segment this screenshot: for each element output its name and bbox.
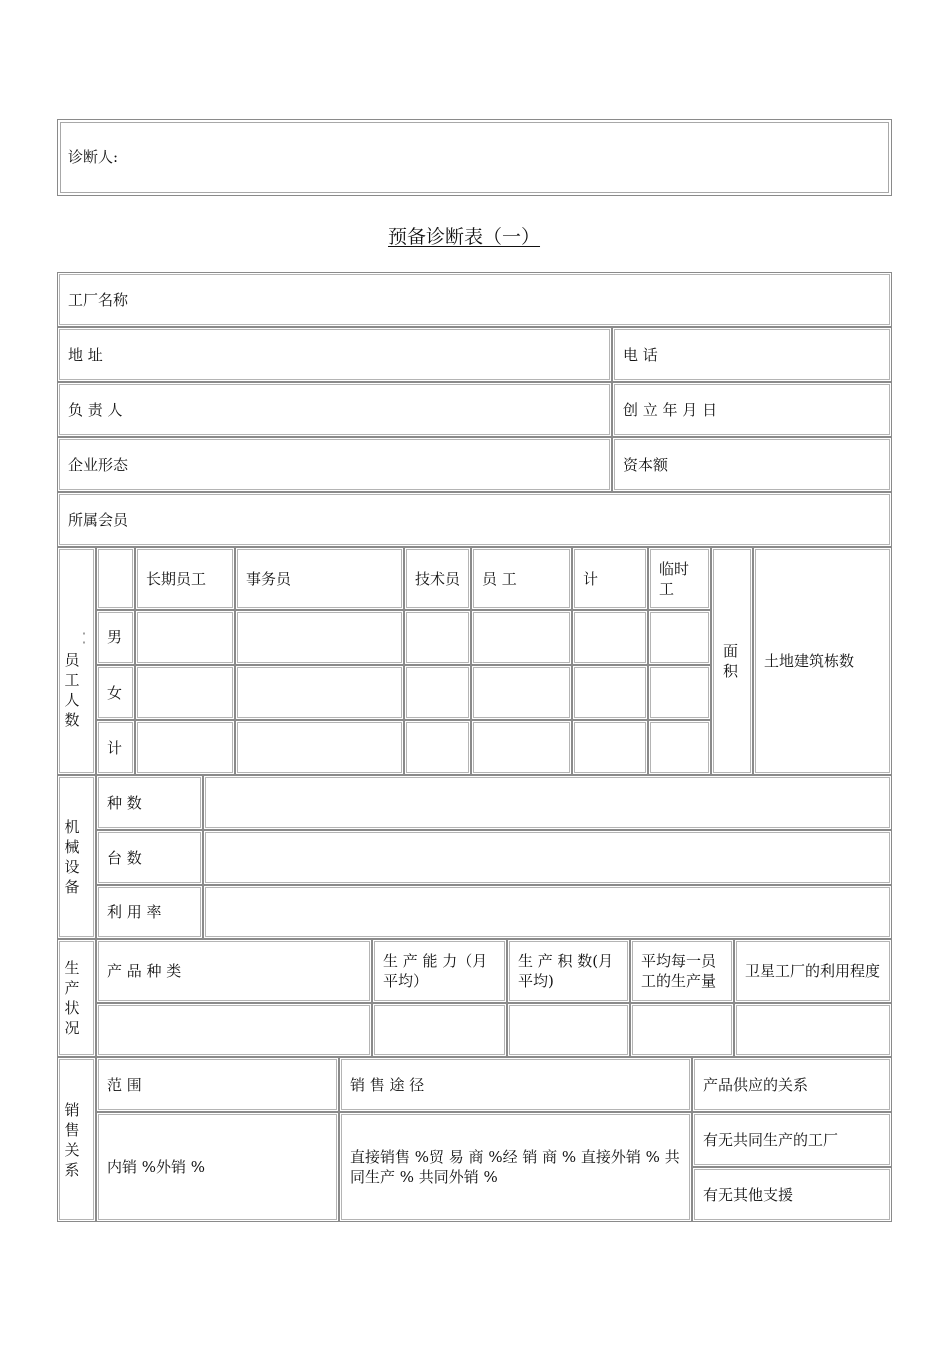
staff-male-clerk[interactable] — [235, 610, 404, 665]
production-per-employee-field[interactable] — [630, 1003, 734, 1057]
staff-header-technician: 技术员 — [404, 547, 471, 610]
machinery-section-label — [57, 775, 96, 939]
sales-char-2: 售 — [64, 1120, 80, 1139]
machinery-char-2: 械 — [64, 838, 80, 856]
staff-male-longterm[interactable] — [135, 610, 235, 665]
machinery-utilization-field[interactable] — [203, 885, 892, 939]
production-char-4: 况 — [64, 1019, 80, 1037]
area-label — [711, 547, 753, 775]
staff-female-temporary[interactable] — [648, 665, 711, 720]
staff-female-longterm[interactable] — [135, 665, 235, 720]
sales-supply-header: 产品供应的关系 — [692, 1057, 892, 1112]
form-title: 预备诊断表（一） — [388, 226, 541, 248]
enterprise-type-field[interactable]: 企业形态 — [57, 437, 612, 492]
production-header-capacity: 生 产 能 力（月平均） — [372, 939, 507, 1003]
staff-corner-cell — [96, 547, 135, 610]
machinery-char-3: 设 — [64, 858, 80, 876]
production-char-2: 产 — [64, 979, 80, 997]
machinery-kinds-label: 种 数 — [96, 775, 203, 830]
production-header-satellite: 卫星工厂的利用程度 — [734, 939, 892, 1003]
production-product-types-field[interactable] — [96, 1003, 372, 1057]
staff-row-label-male: 男 — [96, 610, 135, 665]
production-capacity-field[interactable] — [372, 1003, 507, 1057]
machinery-char-1: 机 — [64, 818, 80, 836]
machinery-utilization-label: 利 用 率 — [96, 885, 203, 939]
staff-male-temporary[interactable] — [648, 610, 711, 665]
staff-mark-2: " — [82, 641, 86, 649]
phone-field[interactable]: 电 话 — [612, 327, 892, 382]
production-header-product-types: 产 品 种 类 — [96, 939, 372, 1003]
membership-field[interactable]: 所属会员 — [57, 492, 892, 547]
address-field[interactable]: 地 址 — [57, 327, 612, 382]
sales-joint-factory-field[interactable]: 有无共同生产的工厂 — [692, 1112, 892, 1167]
staff-total-worker[interactable] — [471, 720, 572, 775]
factory-name-field[interactable]: 工厂名称 — [57, 272, 892, 327]
staff-mark-1: " — [82, 632, 86, 640]
machinery-units-field[interactable] — [203, 830, 892, 885]
diagnoser-box — [57, 119, 892, 196]
sales-scope-header: 范 围 — [96, 1057, 339, 1112]
staff-char-1: 员 — [64, 651, 80, 669]
staff-male-worker[interactable] — [471, 610, 572, 665]
land-building-field[interactable]: 土地建筑栋数 — [753, 547, 892, 775]
machinery-char-4: 备 — [64, 878, 80, 896]
diagnoser-label: 诊断人: — [68, 148, 119, 166]
production-char-1: 生 — [64, 959, 80, 977]
staff-male-total[interactable] — [572, 610, 648, 665]
production-header-per-employee: 平均每一员工的生产量 — [630, 939, 734, 1003]
staff-total-clerk[interactable] — [235, 720, 404, 775]
area-label-text: 面积 — [723, 642, 739, 680]
person-in-charge-field[interactable]: 负 责 人 — [57, 382, 612, 437]
staff-total-temporary[interactable] — [648, 720, 711, 775]
staff-char-2: 工 — [64, 671, 80, 689]
staff-header-temporary: 临时工 — [648, 547, 711, 610]
founded-date-field[interactable]: 创 立 年 月 日 — [612, 382, 892, 437]
staff-header-clerk: 事务员 — [235, 547, 404, 610]
staff-header-longterm: 长期员工 — [135, 547, 235, 610]
staff-header-total: 计 — [572, 547, 648, 610]
staff-female-total[interactable] — [572, 665, 648, 720]
staff-row-label-total: 计 — [96, 720, 135, 775]
staff-header-worker: 员 工 — [471, 547, 572, 610]
staff-total-longterm[interactable] — [135, 720, 235, 775]
staff-female-technician[interactable] — [404, 665, 471, 720]
sales-char-4: 系 — [64, 1160, 80, 1179]
sales-char-1: 销 — [64, 1100, 80, 1119]
production-char-3: 状 — [64, 999, 80, 1017]
production-header-accumulated: 生 产 积 数(月平均) — [507, 939, 630, 1003]
sales-char-3: 关 — [64, 1140, 80, 1159]
staff-total-technician[interactable] — [404, 720, 471, 775]
staff-char-3: 人 — [64, 691, 80, 709]
production-satellite-field[interactable] — [734, 1003, 892, 1057]
sales-route-header: 销 售 途 径 — [339, 1057, 692, 1112]
staff-total-total[interactable] — [572, 720, 648, 775]
sales-route-detail-field[interactable]: 直接销售 %贸 易 商 %经 销 商 % 直接外销 % 共同生产 % 共同外销 % — [339, 1112, 692, 1222]
staff-male-technician[interactable] — [404, 610, 471, 665]
staff-section-label — [57, 547, 96, 775]
capital-field[interactable]: 资本额 — [612, 437, 892, 492]
sales-domestic-export-field[interactable]: 内销 %外销 % — [96, 1112, 339, 1222]
machinery-units-label: 台 数 — [96, 830, 203, 885]
sales-other-support-field[interactable]: 有无其他支援 — [692, 1167, 892, 1222]
staff-female-worker[interactable] — [471, 665, 572, 720]
production-accumulated-field[interactable] — [507, 1003, 630, 1057]
production-section-label — [57, 939, 96, 1057]
sales-section-label — [57, 1057, 96, 1222]
machinery-kinds-field[interactable] — [203, 775, 892, 830]
staff-char-4: 数 — [64, 711, 80, 729]
staff-row-label-female: 女 — [96, 665, 135, 720]
staff-female-clerk[interactable] — [235, 665, 404, 720]
